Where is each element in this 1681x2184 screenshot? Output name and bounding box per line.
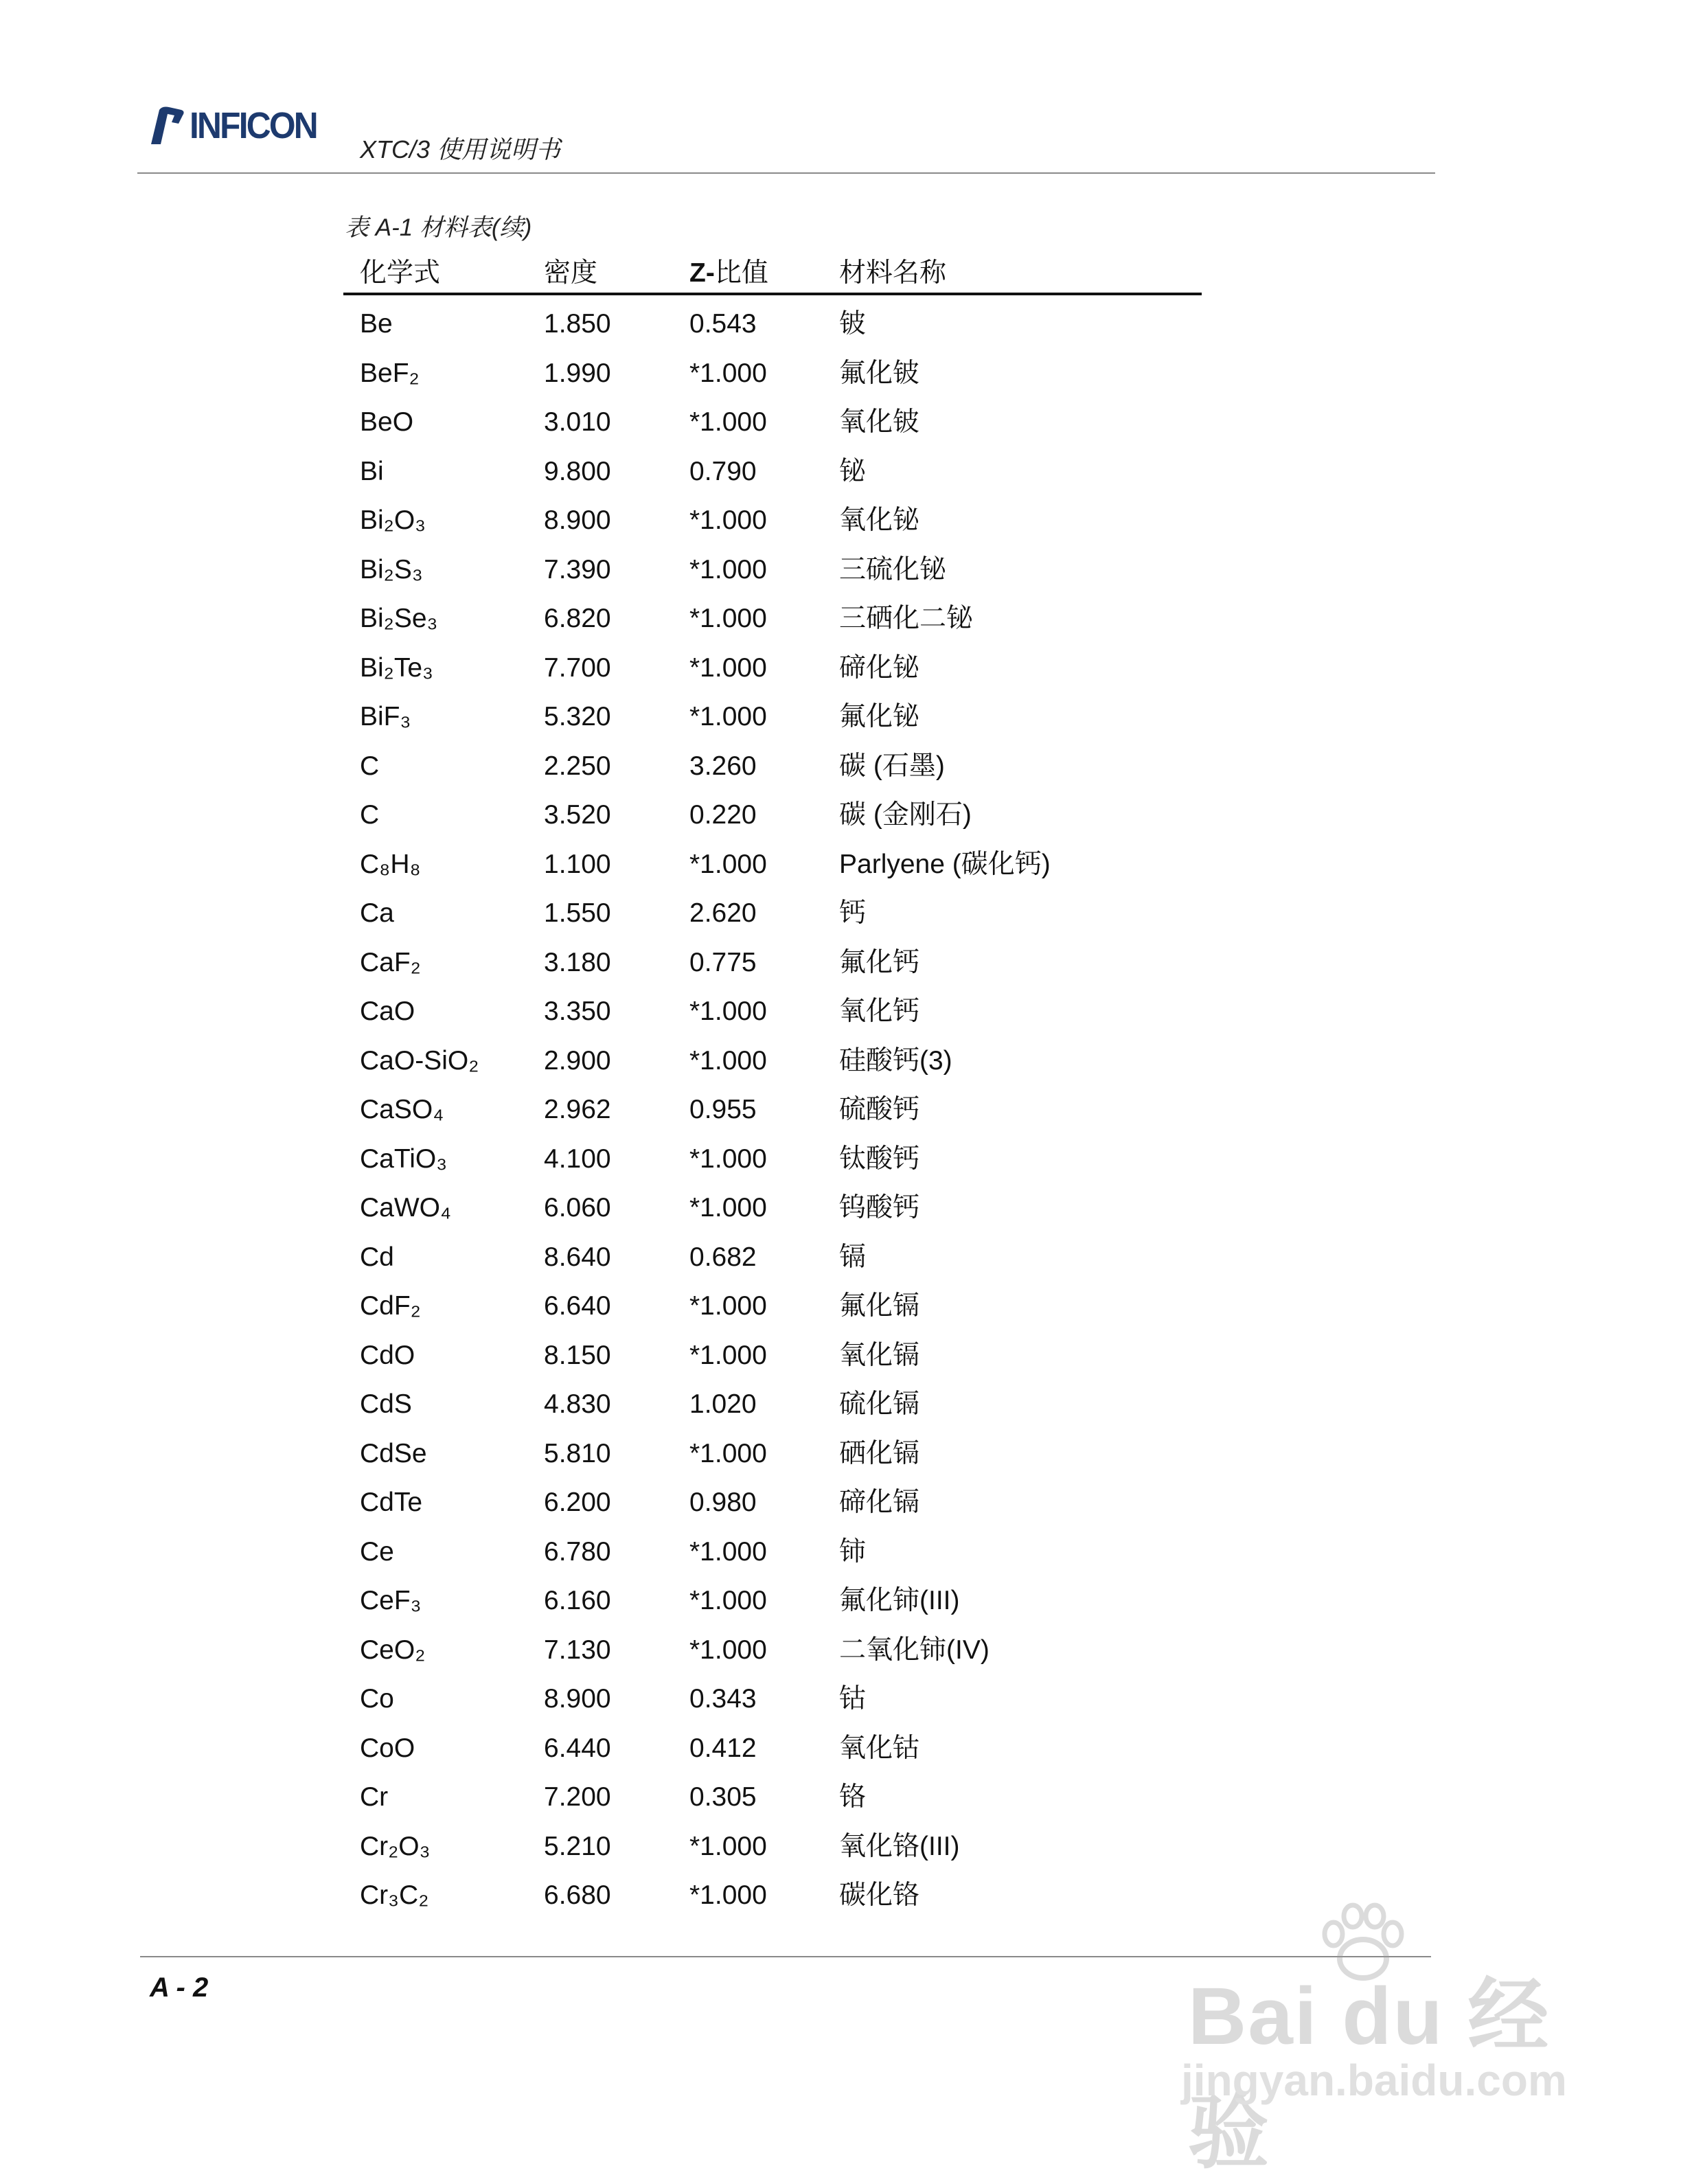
table-row: [0, 398, 1681, 447]
cell-material-name: 氧化铬(III): [839, 1831, 960, 1861]
cell-z-ratio: *1.000: [689, 997, 767, 1026]
column-header-formula: 化学式: [360, 258, 441, 288]
column-header-z-ratio: [689, 251, 768, 290]
table-caption: 表 A-1 材料表(续): [345, 214, 532, 241]
cell-formula: Bi₂S₃: [360, 554, 423, 584]
cell-formula: Cr₂O₃: [360, 1831, 431, 1861]
z-ratio-suffix: 比值: [714, 258, 768, 288]
cell-formula: Ce: [360, 1536, 394, 1567]
table-row: [0, 1724, 1681, 1773]
cell-density: 6.780: [544, 1536, 611, 1567]
cell-density: 9.800: [544, 456, 611, 486]
cell-z-ratio: *1.000: [689, 1144, 767, 1174]
cell-z-ratio: *1.000: [689, 702, 767, 731]
table-row: [0, 349, 1681, 398]
logo-wordmark: INFICON: [190, 105, 317, 146]
cell-density: 8.150: [544, 1340, 611, 1370]
cell-material-name: 铍: [839, 309, 867, 339]
table-row: [0, 889, 1681, 938]
cell-material-name: 三硒化二铋: [839, 604, 974, 633]
cell-material-name: 氟化钙: [839, 947, 920, 977]
table-row: [0, 1822, 1681, 1872]
cell-formula: CaF₂: [360, 947, 421, 977]
cell-z-ratio: *1.000: [689, 554, 767, 584]
cell-z-ratio: *1.000: [689, 604, 767, 633]
cell-material-name: 氟化铋: [839, 702, 920, 731]
table-row: [0, 938, 1681, 988]
cell-z-ratio: *1.000: [689, 1880, 767, 1910]
cell-z-ratio: 2.620: [689, 898, 757, 928]
cell-material-name: 镉: [839, 1242, 867, 1272]
cell-material-name: 氟化镉: [839, 1291, 920, 1321]
cell-z-ratio: 0.412: [689, 1733, 757, 1763]
cell-z-ratio: 0.955: [689, 1095, 757, 1124]
table-row: [0, 594, 1681, 644]
cell-formula: BeF₂: [360, 358, 420, 388]
cell-z-ratio: 0.790: [689, 456, 757, 486]
table-row: [0, 1135, 1681, 1184]
cell-material-name: 钴: [839, 1684, 867, 1714]
cell-z-ratio: *1.000: [689, 652, 767, 683]
table-row: [0, 1380, 1681, 1429]
cell-density: 6.640: [544, 1291, 611, 1321]
table-row: [0, 644, 1681, 693]
cell-formula: CaO-SiO₂: [360, 1045, 479, 1076]
table-row: [0, 1429, 1681, 1479]
cell-material-name: 钨酸钙: [839, 1193, 920, 1222]
cell-material-name: 钙: [839, 898, 867, 928]
cell-material-name: 氟化铈(III): [839, 1586, 960, 1615]
cell-formula: Be: [360, 309, 393, 339]
page-number: A - 2: [150, 1972, 209, 2003]
cell-z-ratio: *1.000: [689, 1831, 767, 1861]
table-row: [0, 1576, 1681, 1626]
cell-density: 4.830: [544, 1389, 611, 1419]
cell-formula: CaSO₄: [360, 1095, 444, 1124]
cell-formula: BeO: [360, 407, 414, 437]
cell-formula: CdF₂: [360, 1291, 421, 1321]
cell-formula: CaTiO₃: [360, 1144, 448, 1174]
cell-material-name: 氧化镉: [839, 1340, 920, 1370]
cell-formula: Cr₃C₂: [360, 1880, 429, 1910]
cell-density: 1.550: [544, 898, 611, 928]
cell-z-ratio: *1.000: [689, 358, 767, 388]
cell-material-name: 硫酸钙: [839, 1095, 920, 1124]
cell-material-name: 氧化钴: [839, 1733, 920, 1763]
cell-material-name: 碳 (石墨): [839, 751, 945, 781]
table-row: [0, 1773, 1681, 1822]
cell-density: 5.320: [544, 702, 611, 731]
cell-material-name: 硫化镉: [839, 1389, 920, 1419]
cell-z-ratio: *1.000: [689, 1586, 767, 1615]
inficon-logo: [144, 103, 328, 148]
cell-z-ratio: 0.543: [689, 309, 757, 339]
cell-density: 7.200: [544, 1782, 611, 1812]
cell-density: 3.520: [544, 800, 611, 830]
cell-density: 3.180: [544, 947, 611, 977]
cell-formula: C₈H₈: [360, 849, 421, 879]
cell-z-ratio: *1.000: [689, 1340, 767, 1370]
cell-formula: Bi₂Se₃: [360, 604, 438, 633]
cell-density: 2.250: [544, 751, 611, 781]
cell-formula: CaWO₄: [360, 1193, 451, 1222]
cell-material-name: 铈: [839, 1536, 867, 1567]
cell-formula: Ca: [360, 898, 394, 928]
table-row: [0, 1478, 1681, 1527]
table-row: [0, 1036, 1681, 1086]
table-row: [0, 1674, 1681, 1724]
cell-density: 5.210: [544, 1831, 611, 1861]
baidu-watermark: [1181, 1902, 1579, 2179]
cell-material-name: 碳化铬: [839, 1880, 920, 1910]
cell-z-ratio: *1.000: [689, 1438, 767, 1468]
cell-material-name: 碲化镉: [839, 1488, 920, 1517]
table-row: [0, 1527, 1681, 1577]
cell-formula: Co: [360, 1684, 394, 1714]
cell-material-name: 铋: [839, 456, 867, 486]
table-row: [0, 1626, 1681, 1675]
z-ratio-prefix: Z-: [689, 258, 715, 288]
cell-z-ratio: *1.000: [689, 1635, 767, 1665]
column-header-density: 密度: [544, 258, 598, 288]
cell-formula: Cd: [360, 1242, 394, 1272]
cell-density: 1.850: [544, 309, 611, 339]
cell-material-name: 二氧化铈(IV): [839, 1635, 990, 1665]
cell-z-ratio: 3.260: [689, 751, 757, 781]
cell-material-name: 氟化铍: [839, 358, 920, 388]
cell-formula: CeF₃: [360, 1586, 422, 1615]
cell-density: 8.900: [544, 1684, 611, 1714]
table-row: [0, 447, 1681, 497]
watermark-url: jingyan.baidu.com: [1181, 2056, 1567, 2105]
cell-density: 3.010: [544, 407, 611, 437]
cell-density: 5.810: [544, 1438, 611, 1468]
cell-formula: CdO: [360, 1340, 415, 1370]
cell-density: 8.640: [544, 1242, 611, 1272]
table-row: [0, 790, 1681, 840]
watermark-logo-text: Bai du 经验: [1188, 1971, 1551, 2179]
table-row: [0, 1085, 1681, 1135]
cell-z-ratio: *1.000: [689, 1193, 767, 1222]
cell-density: 4.100: [544, 1144, 611, 1174]
cell-density: 6.200: [544, 1488, 611, 1517]
cell-material-name: 碳 (金刚石): [839, 800, 972, 830]
cell-formula: CdS: [360, 1389, 412, 1419]
table-row: [0, 299, 1681, 349]
column-header-material-name: 材料名称: [839, 258, 947, 288]
cell-density: 7.130: [544, 1635, 611, 1665]
cell-z-ratio: *1.000: [689, 1291, 767, 1321]
cell-density: 6.820: [544, 604, 611, 633]
table-header-rule: [343, 293, 1202, 295]
cell-material-name: 铬: [839, 1782, 867, 1812]
cell-density: 6.440: [544, 1733, 611, 1763]
cell-formula: CaO: [360, 997, 415, 1026]
cell-formula: Bi₂Te₃: [360, 652, 433, 683]
cell-material-name: 三硫化铋: [839, 554, 947, 584]
cell-density: 2.962: [544, 1095, 611, 1124]
materials-table-body: [0, 299, 1681, 1920]
cell-density: 3.350: [544, 997, 611, 1026]
cell-formula: Cr: [360, 1782, 389, 1812]
cell-formula: BiF₃: [360, 702, 411, 731]
cell-density: 2.900: [544, 1045, 611, 1076]
cell-z-ratio: 1.020: [689, 1389, 757, 1419]
cell-density: 6.160: [544, 1586, 611, 1615]
cell-formula: C: [360, 751, 380, 781]
cell-formula: CdSe: [360, 1438, 427, 1468]
cell-z-ratio: *1.000: [689, 407, 767, 437]
cell-z-ratio: 0.305: [689, 1782, 757, 1812]
table-row: [0, 496, 1681, 545]
cell-density: 7.390: [544, 554, 611, 584]
cell-formula: CeO₂: [360, 1635, 426, 1665]
cell-density: 1.100: [544, 849, 611, 879]
cell-z-ratio: 0.980: [689, 1488, 757, 1517]
cell-material-name: 氧化铋: [839, 505, 920, 535]
cell-density: 7.700: [544, 652, 611, 683]
cell-z-ratio: 0.220: [689, 800, 757, 830]
inficon-logo-icon: [144, 104, 187, 147]
cell-z-ratio: 0.682: [689, 1242, 757, 1272]
cell-formula: Bi₂O₃: [360, 505, 426, 535]
cell-formula: C: [360, 800, 380, 830]
cell-material-name: 氧化铍: [839, 407, 920, 437]
cell-material-name: 碲化铋: [839, 652, 920, 683]
table-row: [0, 1331, 1681, 1380]
cell-material-name: 硒化镉: [839, 1438, 920, 1468]
cell-formula: CoO: [360, 1733, 415, 1763]
table-row: [0, 742, 1681, 791]
cell-z-ratio: *1.000: [689, 1536, 767, 1567]
cell-density: 8.900: [544, 505, 611, 535]
table-row: [0, 987, 1681, 1036]
table-row: [0, 545, 1681, 595]
cell-z-ratio: *1.000: [689, 1045, 767, 1076]
header-divider: [137, 172, 1435, 174]
cell-z-ratio: *1.000: [689, 849, 767, 879]
document-title: XTC/3 使用说明书: [360, 135, 561, 163]
cell-material-name: 钛酸钙: [839, 1144, 920, 1174]
cell-formula: Bi: [360, 456, 384, 486]
cell-z-ratio: 0.343: [689, 1684, 757, 1714]
table-row: [0, 840, 1681, 889]
cell-density: 6.060: [544, 1193, 611, 1222]
table-row: [0, 1183, 1681, 1233]
cell-z-ratio: *1.000: [689, 505, 767, 535]
cell-material-name: 氧化钙: [839, 997, 920, 1026]
table-row: [0, 692, 1681, 742]
table-row: [0, 1282, 1681, 1331]
table-row: [0, 1233, 1681, 1282]
cell-material-name: Parlyene (碳化钙): [839, 849, 1051, 879]
cell-material-name: 硅酸钙(3): [839, 1045, 952, 1076]
cell-density: 1.990: [544, 358, 611, 388]
cell-z-ratio: 0.775: [689, 947, 757, 977]
cell-formula: CdTe: [360, 1488, 423, 1517]
cell-density: 6.680: [544, 1880, 611, 1910]
